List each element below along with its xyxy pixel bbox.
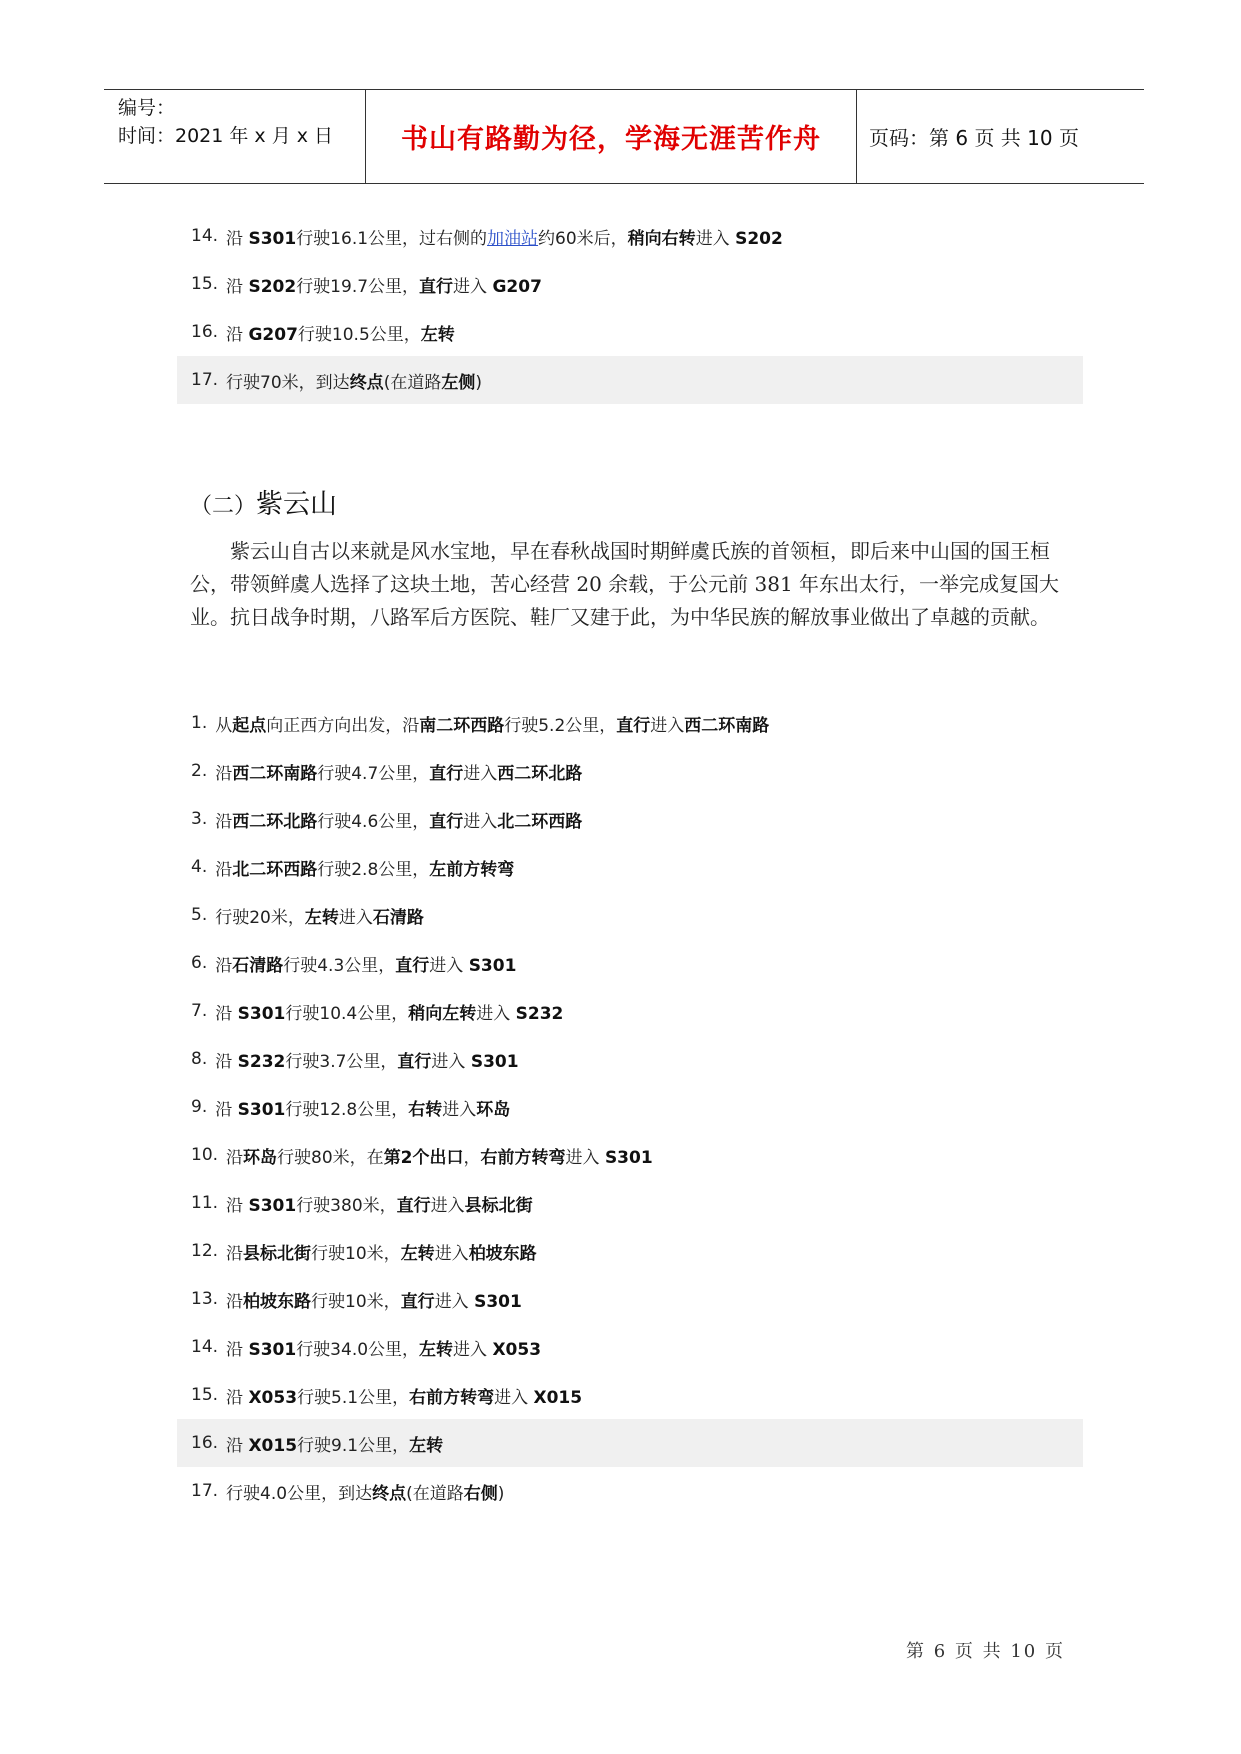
list-item: 14. 沿 S301行驶34.0公里，左转进入 X053 (191, 1337, 542, 1360)
route2-steps (177, 699, 1083, 1515)
list-item: 17. 行驶4.0公里，到达终点(在道路右侧) (191, 1481, 505, 1504)
list-item: 17. 行驶70米，到达终点(在道路左侧) (177, 356, 1083, 404)
list-item: 13. 沿柏坡东路行驶10米，直行进入 S301 (191, 1289, 522, 1312)
header-motto: 书山有路勤为径，学海无涯苦作舟 (366, 90, 857, 183)
list-item: 12. 沿县标北街行驶10米，左转进入柏坡东路 (191, 1241, 537, 1264)
list-item: 11. 沿 S301行驶380米，直行进入县标北街 (191, 1193, 533, 1216)
list-item: 2. 沿西二环南路行驶4.7公里，直行进入西二环北路 (191, 761, 583, 784)
list-item: 3. 沿西二环北路行驶4.6公里，直行进入北二环西路 (191, 809, 583, 832)
header-left (104, 90, 366, 183)
list-item: 10. 沿环岛行驶80米，在第2个出口，右前方转弯进入 S301 (191, 1145, 653, 1168)
page-header (104, 89, 1144, 184)
list-item: 4. 沿北二环西路行驶2.8公里，左前方转弯 (191, 857, 515, 880)
list-item: 6. 沿石清路行驶4.3公里，直行进入 S301 (191, 953, 517, 976)
number-label: 编号： (118, 97, 176, 119)
list-item: 15. 沿 X053行驶5.1公里，右前方转弯进入 X015 (191, 1385, 583, 1408)
list-item: 1. 从起点向正西方向出发，沿南二环西路行驶5.2公里，直行进入西二环南路 (191, 713, 770, 736)
list-item: 15. 沿 S202行驶19.7公里，直行进入 G207 (191, 274, 542, 297)
page-footer: 第 6 页 共 10 页 (906, 1641, 1065, 1662)
route1-steps (177, 212, 1083, 404)
time-label: 时间：2021 年 x 月 x 日 (118, 125, 334, 147)
gas-station-link[interactable]: 加油站 (487, 228, 539, 249)
list-item: 5. 行驶20米，左转进入石清路 (191, 905, 424, 928)
list-item: 16. 沿 G207行驶10.5公里，左转 (191, 322, 455, 345)
list-item: 16. 沿 X015行驶9.1公里，左转 (177, 1419, 1083, 1467)
section-title: （二）紫云山 (190, 489, 338, 520)
list-item: 9. 沿 S301行驶12.8公里，右转进入环岛 (191, 1097, 511, 1120)
list-item: 14. 沿 S301行驶16.1公里，过右侧的加油站约60米后，稍向右转进入 S202 (191, 226, 783, 249)
header-page-label: 页码：第 6 页 共 10 页 (869, 126, 1079, 150)
list-item: 8. 沿 S232行驶3.7公里，直行进入 S301 (191, 1049, 519, 1072)
list-item: 7. 沿 S301行驶10.4公里，稍向左转进入 S232 (191, 1001, 564, 1024)
section-paragraph: 紫云山自古以来就是风水宝地，早在春秋战国时期鲜虞氏族的首领桓，即后来中山国的国王桓公，带领鲜虞人选择了这块土地，苦心经营 20 余载，于公元前 381 年东出太行，一举完成复国大业。抗日战争时期，八路军后方医院、鞋厂又建于此，为中华民族的解放事业做出了卓越的贡献。 (190, 539, 1060, 629)
